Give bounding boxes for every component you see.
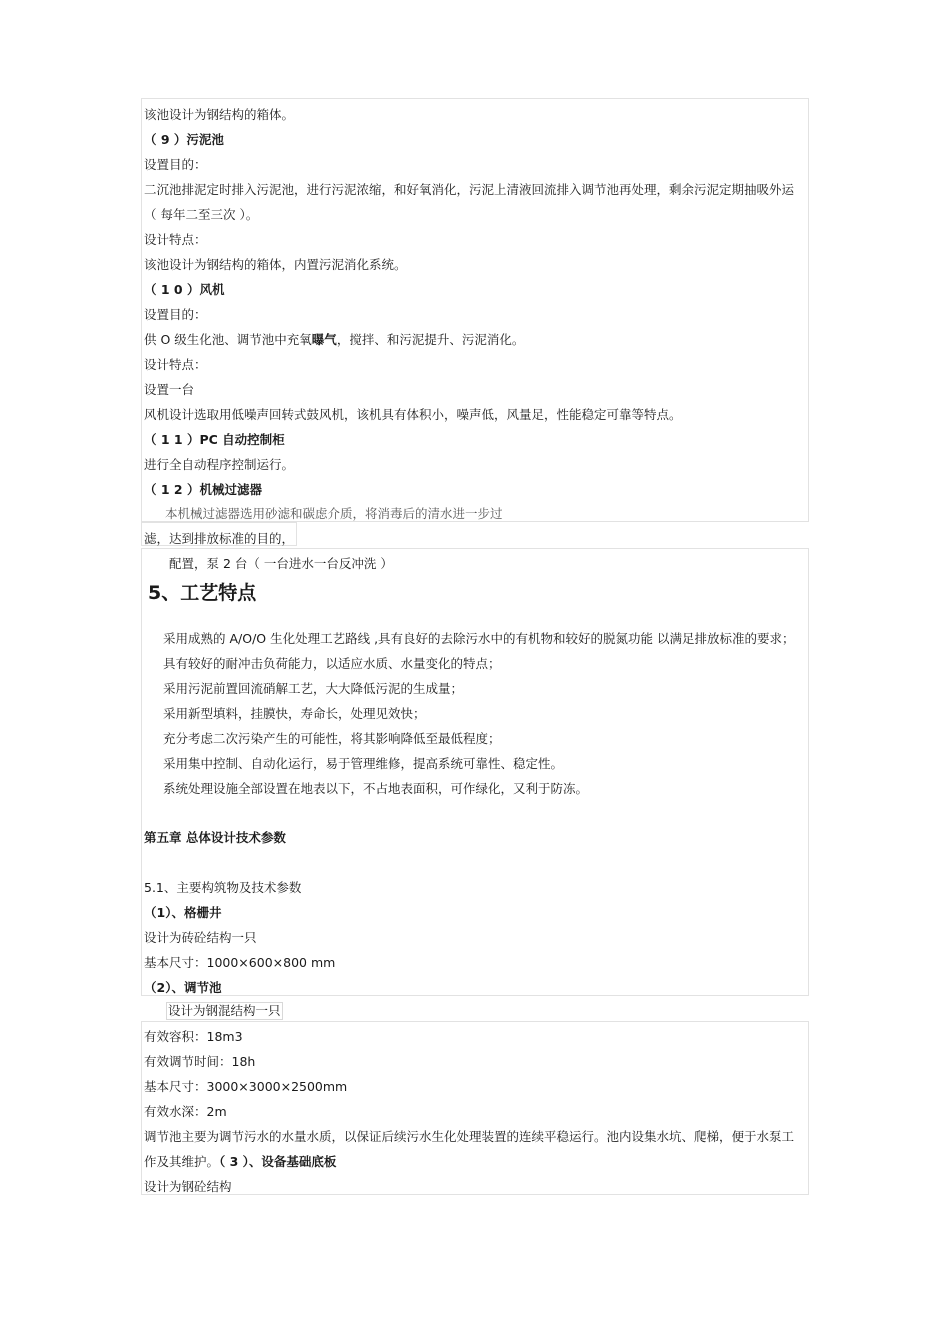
text-line	[144, 332, 524, 348]
text-span: 作及其维护。	[144, 1154, 220, 1169]
feature-item: 采用成熟的 A/O/O 生化处理工艺路线 ,具有良好的去除污水中的有机物和较好的脱氮功能 以满足排放标准的要求；	[163, 631, 795, 646]
text-line: 设计为砖砼结构一只	[144, 930, 257, 945]
text-line: 设计特点：	[144, 357, 207, 372]
section-heading-control-cabinet: （ 1 1 ）PC 自动控制柜	[144, 432, 285, 447]
text-line	[144, 1154, 336, 1170]
text-span-bold: 曝气	[311, 332, 337, 347]
feature-item: 采用新型填料，挂膜快，寿命长，处理见效快；	[163, 706, 426, 721]
feature-item: 具有较好的耐冲击负荷能力，以适应水质、水量变化的特点；	[163, 656, 501, 671]
section-heading-mechanical-filter: （ 1 2 ）机械过滤器	[144, 482, 262, 497]
text-line: 本机械过滤器选用砂滤和碳虑介质，将消毒后的清水进一步过	[165, 506, 503, 521]
item-heading-bar-screen-well: （1）、格栅井	[144, 905, 222, 920]
text-line: 该池设计为钢结构的箱体。	[144, 107, 295, 122]
text-line: 风机设计选取用低噪声回转式鼓风机，该机具有体积小，噪声低，风量足，性能稳定可靠等特点。	[144, 407, 682, 422]
chapter-title: 第五章 总体设计技术参数	[144, 830, 286, 845]
text-span: ，搅拌、和污泥提升、污泥消化。	[336, 332, 525, 347]
text-line: 二沉池排泥定时排入污泥池，进行污泥浓缩，和好氧消化，污泥上清液回流排入调节池再处理，剩余污泥定期抽吸外运	[144, 182, 795, 197]
section-heading-sludge-tank: （ 9 ）污泥池	[144, 132, 224, 147]
section-title-process-features: 5、工艺特点	[148, 582, 257, 604]
text-line: 设计为钢混结构一只	[168, 1003, 281, 1018]
text-line: （ 每年二至三次 ）。	[144, 207, 259, 222]
text-line: 设计为钢砼结构	[144, 1179, 232, 1194]
subsection-title: 5.1、主要构筑物及技术参数	[144, 880, 302, 895]
text-line: 设置目的：	[144, 307, 207, 322]
item-heading-foundation-slab: （ 3 ）、设备基础底板	[219, 1154, 337, 1169]
text-line: 调节池主要为调节污水的水量水质，以保证后续污水生化处理装置的连续平稳运行。池内设集水坑、爬梯，便于水泵工	[144, 1129, 795, 1144]
text-line: 滤，达到排放标准的目的，	[144, 531, 295, 546]
text-line: 有效容积：18m3	[144, 1029, 243, 1044]
item-heading-regulating-tank: （2）、调节池	[144, 980, 222, 995]
text-line: 设计特点：	[144, 232, 207, 247]
text-line: 进行全自动程序控制运行。	[144, 457, 295, 472]
text-line: 基本尺寸：1000×600×800 mm	[144, 955, 336, 970]
text-span: 供 O 级生化池、调节池中充氧	[144, 332, 312, 347]
feature-item: 充分考虑二次污染产生的可能性，将其影响降低至最低程度；	[163, 731, 501, 746]
text-line: 基本尺寸：3000×3000×2500mm	[144, 1079, 348, 1094]
feature-item: 系统处理设施全部设置在地表以下，不占地表面积，可作绿化，又利于防冻。	[163, 781, 589, 796]
text-line: 设置一台	[144, 382, 195, 397]
feature-item: 采用集中控制、自动化运行，易于管理维修，提高系统可靠性、稳定性。	[163, 756, 564, 771]
section-heading-blower: （ 1 0 ）风机	[144, 282, 225, 297]
feature-item: 采用污泥前置回流硝解工艺，大大降低污泥的生成量；	[163, 681, 464, 696]
text-line: 设置目的：	[144, 157, 207, 172]
text-line: 有效调节时间：18h	[144, 1054, 256, 1069]
content-frame-3	[141, 548, 809, 996]
text-line: 有效水深：2m	[144, 1104, 227, 1119]
text-line: 该池设计为钢结构的箱体，内置污泥消化系统。	[144, 257, 407, 272]
text-line: 配置，泵 2 台（ 一台进水一台反冲洗 ）	[169, 556, 393, 571]
